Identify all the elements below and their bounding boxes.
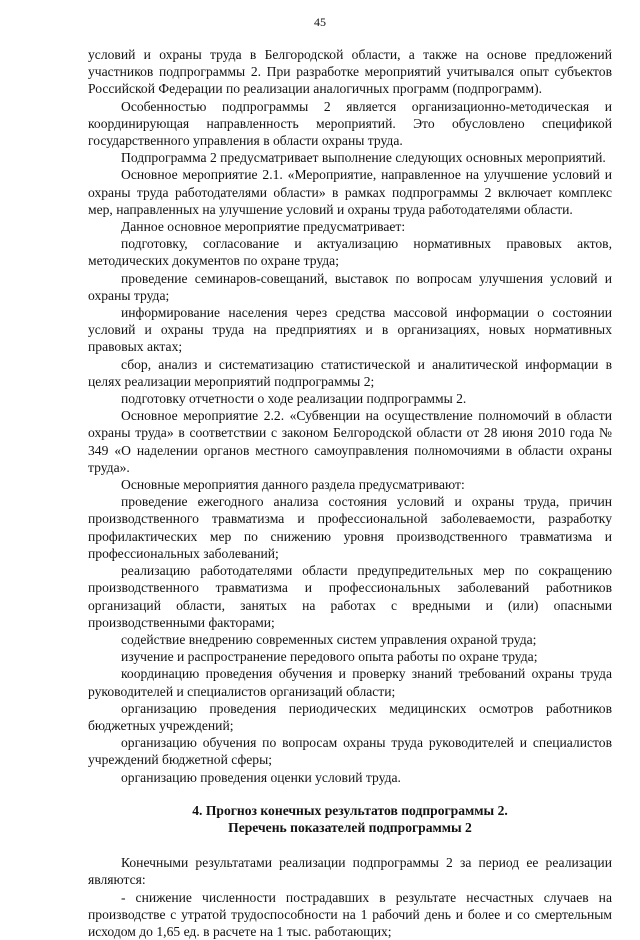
section-subheading: Перечень показателей подпрограммы 2 <box>228 819 472 835</box>
list-item: подготовку, согласование и актуализацию нормативных правовых актов, методических документов по охране труда; <box>88 236 612 269</box>
list-item: организацию проведения периодических медицинских осмотров работников бюджетных учреждений; <box>88 700 612 733</box>
paragraph: Конечными результатами реализации подпрограммы 2 за период ее реализации являются: <box>88 855 612 888</box>
section-heading: 4. Прогноз конечных результатов подпрограммы 2. <box>192 802 508 818</box>
list-item: изучение и распространение передового опыта работы по охране труда; <box>121 649 538 665</box>
paragraph: Основное мероприятие 2.2. «Субвенции на осуществление полномочий в области охраны труда» в соответствии с законом Белгородской области от 28 июня 2010 года № 349 «О наделении органов местного самоуправления полномочиями в области охраны труда». <box>88 408 612 475</box>
list-item: содействие внедрению современных систем управления охраной труда; <box>121 631 537 647</box>
document-body <box>88 46 612 940</box>
list-item: подготовку отчетности о ходе реализации подпрограммы 2. <box>121 391 467 407</box>
list-item: информирование населения через средства массовой информации о состоянии условий и охраны труда на предприятиях и в организациях, новых нормативных правовых актах; <box>88 305 612 355</box>
paragraph: Подпрограмма 2 предусматривает выполнение следующих основных мероприятий. <box>121 150 606 166</box>
list-item: сбор, анализ и систематизацию статистической и аналитической информации в целях реализации мероприятий подпрограммы 2; <box>88 356 612 389</box>
paragraph: условий и охраны труда в Белгородской области, а также на основе предложений участников подпрограммы 2. При разработке мероприятий учитывался опыт субъектов Российской Федерации по реализации аналогичных программ (подпрограмм). <box>88 47 612 97</box>
list-item: организацию обучения по вопросам охраны труда руководителей и специалистов учреждений бюджетной сферы; <box>88 735 612 768</box>
list-item: координацию проведения обучения и проверку знаний требований охраны труда руководителей и специалистов организаций области; <box>88 666 612 699</box>
list-item: проведение ежегодного анализа состояния условий и охраны труда, причин производственного травматизма и профессиональной заболеваемости, разработку профилактических мер по снижению уровня производственного травматизма и профессиональных заболеваний; <box>88 494 612 561</box>
list-item: - снижение численности пострадавших в результате несчастных случаев на производстве с утратой трудоспособности на 1 рабочий день и более и со смертельным исходом до 1,65 ед. в расчете на 1 тыс. работающих; <box>88 889 612 939</box>
paragraph: Основное мероприятие 2.1. «Мероприятие, направленное на улучшение условий и охраны труда работодателями области» в рамках подпрограммы 2 включает комплекс мер, направленных на улучшение условий и охраны труда работодателями области. <box>88 167 612 217</box>
page-number: 45 <box>314 15 326 29</box>
paragraph: Данное основное мероприятие предусматривает: <box>121 219 406 235</box>
list-item: организацию проведения оценки условий труда. <box>121 769 401 785</box>
list-item: проведение семинаров-совещаний, выставок по вопросам улучшения условий и охраны труда; <box>88 270 612 303</box>
list-item: реализацию работодателями области предупредительных мер по сокращению производственного травматизма и профессиональных заболеваний работников организаций области, занятых на работах с вредными и (или) опасными производственными факторами; <box>88 563 612 630</box>
paragraph: Особенностью подпрограммы 2 является организационно-методическая и координирующая направленность мероприятий. Это обусловлено спецификой государственного управления в области охраны труда. <box>88 98 612 149</box>
paragraph: Основные мероприятия данного раздела предусматривают: <box>121 477 465 493</box>
